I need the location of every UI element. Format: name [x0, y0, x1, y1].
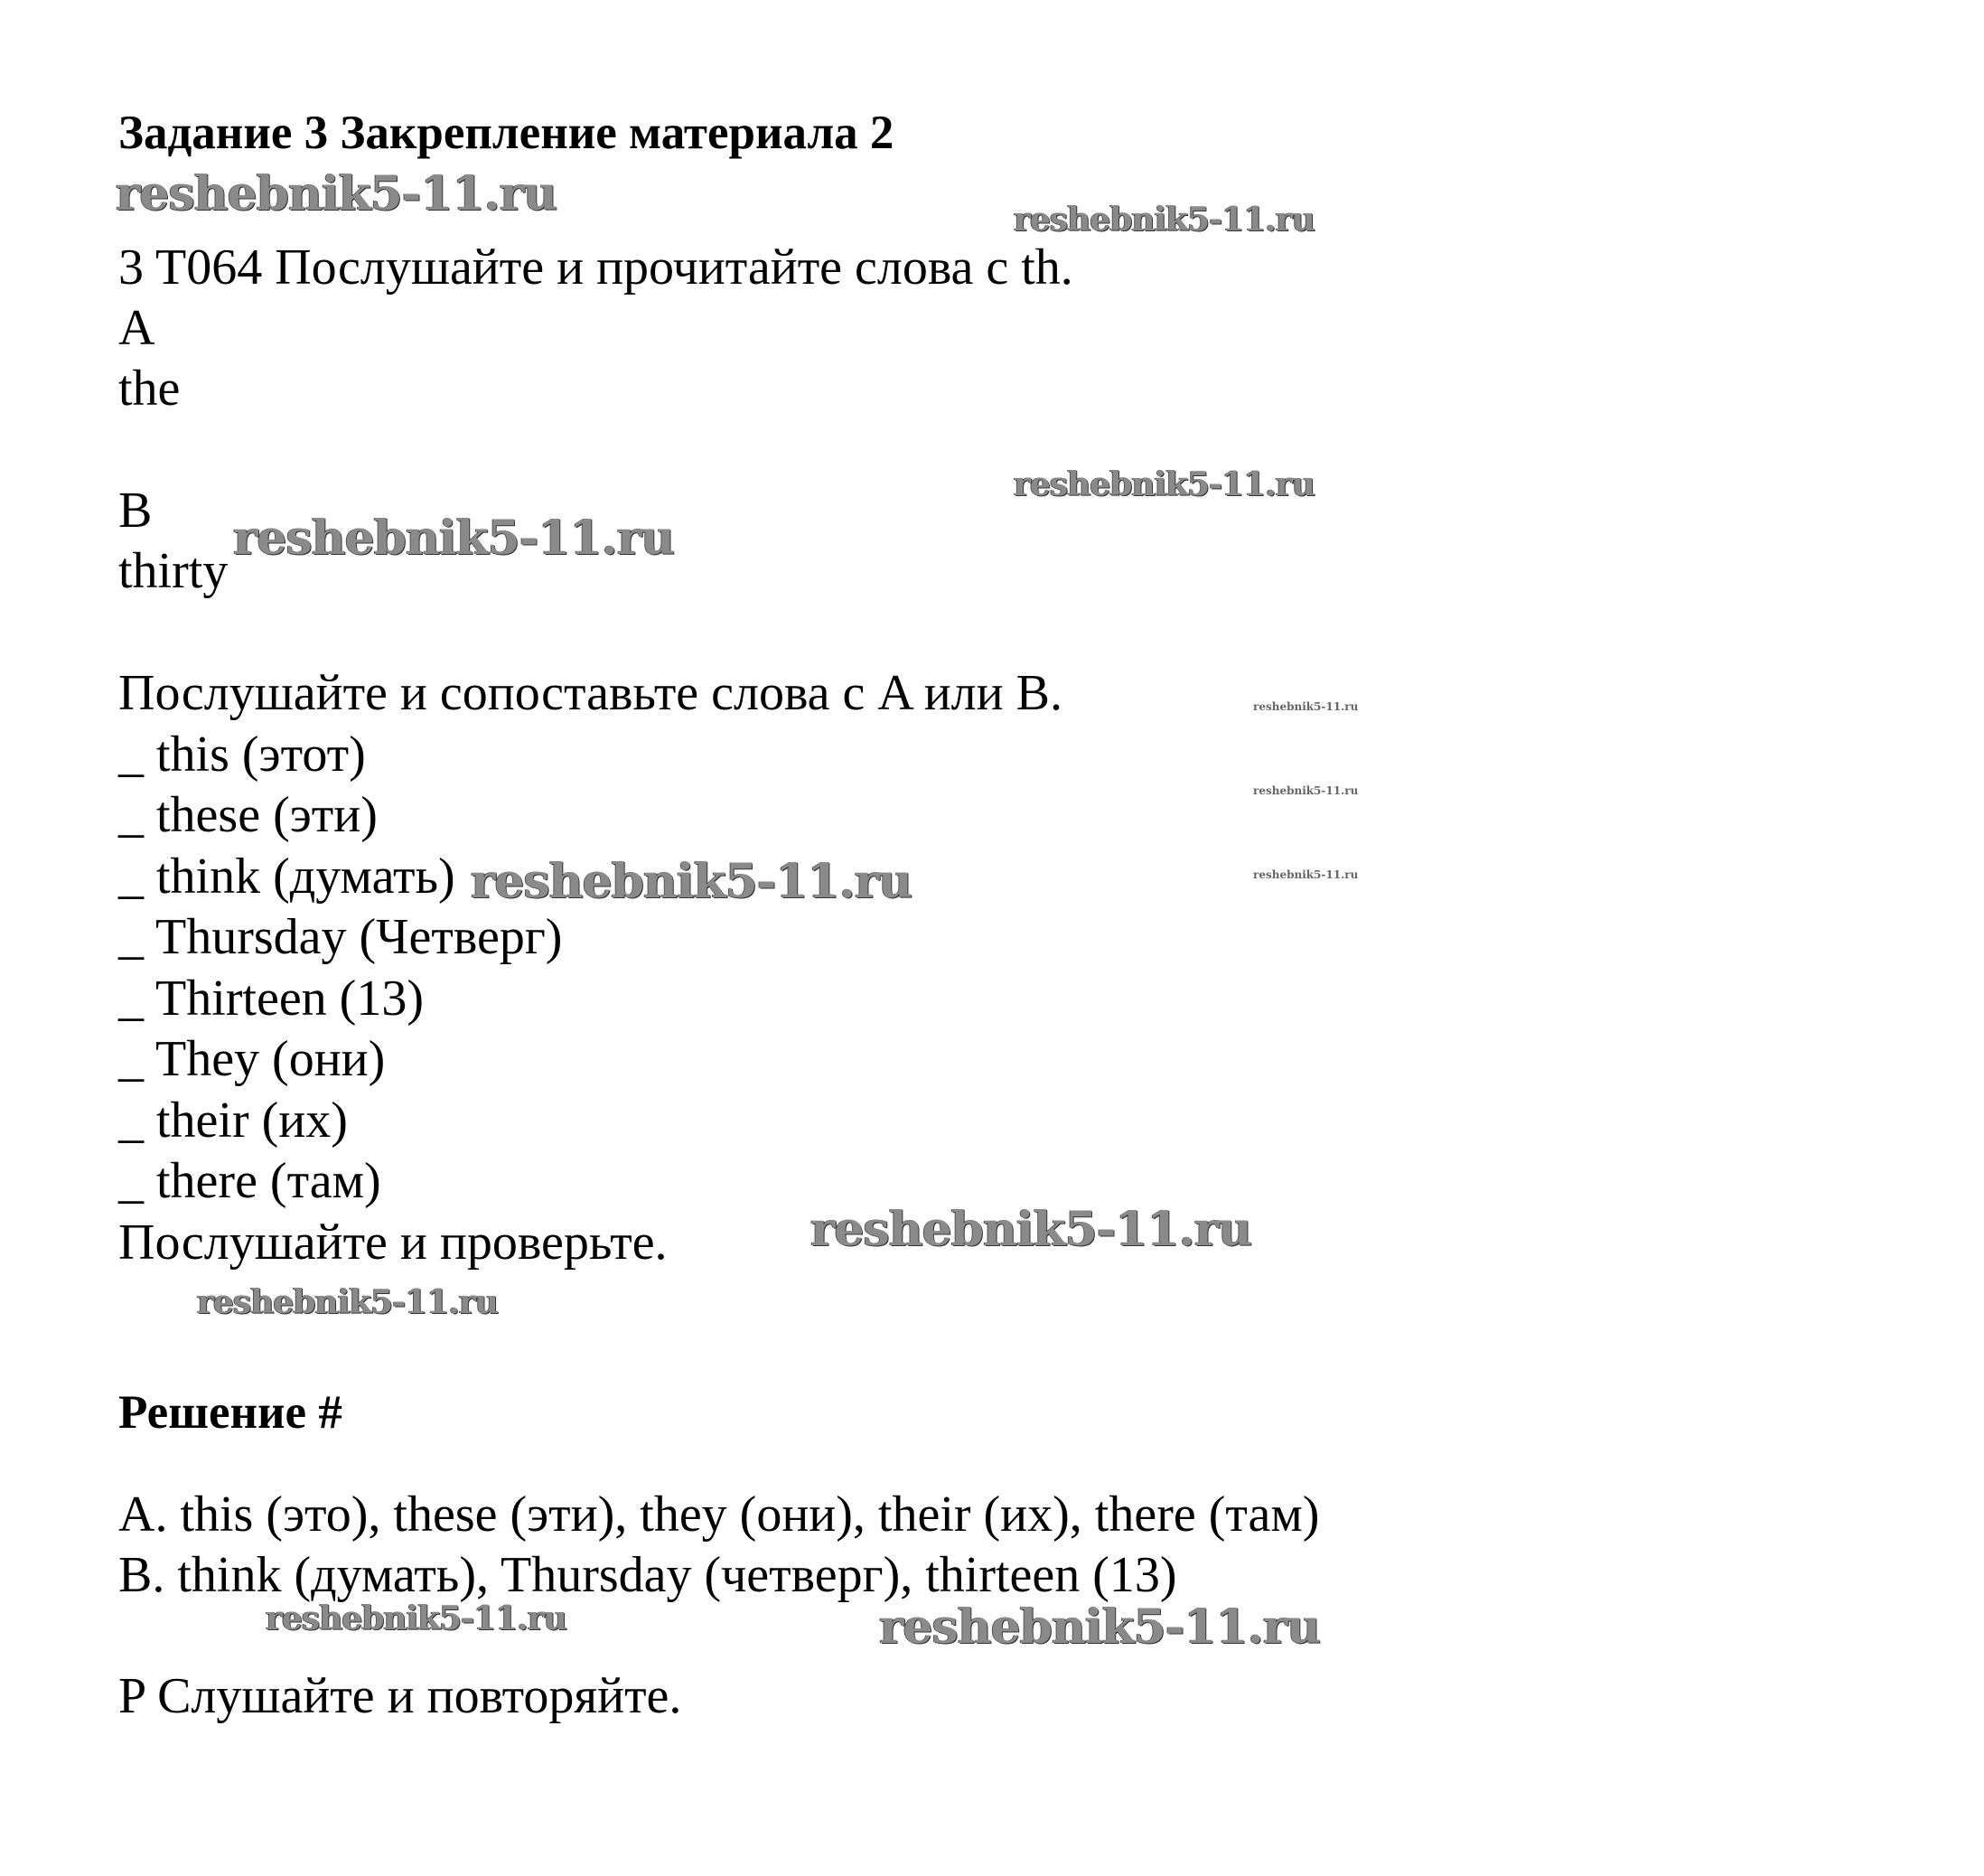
group-a-label: A — [118, 300, 155, 356]
solution-line-b: B. think (думать), Thursday (четверг), thirteen (13) — [118, 1547, 1177, 1603]
watermark: reshebnik5-11.ru — [879, 1599, 1321, 1655]
solution-line-a: A. this (это), these (эти), they (они), their (их), there (там) — [118, 1487, 1320, 1543]
list-item: _ think (думать) — [118, 849, 455, 905]
solution-heading: Решение # — [118, 1386, 342, 1439]
watermark: reshebnik5-11.ru — [233, 511, 675, 566]
watermark: reshebnik5-11.ru — [1253, 700, 1359, 713]
list-item: _ Thirteen (13) — [118, 971, 424, 1027]
watermark: reshebnik5-11.ru — [810, 1202, 1252, 1257]
watermark: reshebnik5-11.ru — [1253, 868, 1359, 881]
page-title: Задание 3 Закрепление материала 2 — [118, 107, 894, 159]
watermark: reshebnik5-11.ru — [1014, 465, 1315, 503]
check-instruction: Послушайте и проверьте. — [118, 1215, 668, 1271]
list-item: _ They (они) — [118, 1031, 386, 1087]
task-instruction: 3 T064 Послушайте и прочитайте слова с th. — [118, 239, 1073, 295]
group-a-word: the — [118, 361, 181, 417]
watermark: reshebnik5-11.ru — [1014, 201, 1315, 239]
watermark: reshebnik5-11.ru — [116, 166, 557, 221]
list-item: _ this (этот) — [118, 727, 366, 783]
watermark: reshebnik5-11.ru — [197, 1283, 498, 1321]
list-item: _ their (их) — [118, 1093, 348, 1149]
watermark: reshebnik5-11.ru — [1253, 784, 1359, 797]
list-item: _ Thursday (Четверг) — [118, 909, 563, 965]
group-b-label: B — [118, 483, 153, 539]
watermark: reshebnik5-11.ru — [266, 1599, 566, 1637]
group-b-word: thirty — [118, 543, 229, 599]
solution-final: P Слушайте и повторяйте. — [118, 1668, 682, 1724]
list-item: _ there (там) — [118, 1153, 381, 1209]
match-instruction: Послушайте и сопоставьте слова с A или B. — [118, 665, 1062, 721]
watermark: reshebnik5-11.ru — [471, 854, 912, 909]
list-item: _ these (эти) — [118, 787, 378, 843]
